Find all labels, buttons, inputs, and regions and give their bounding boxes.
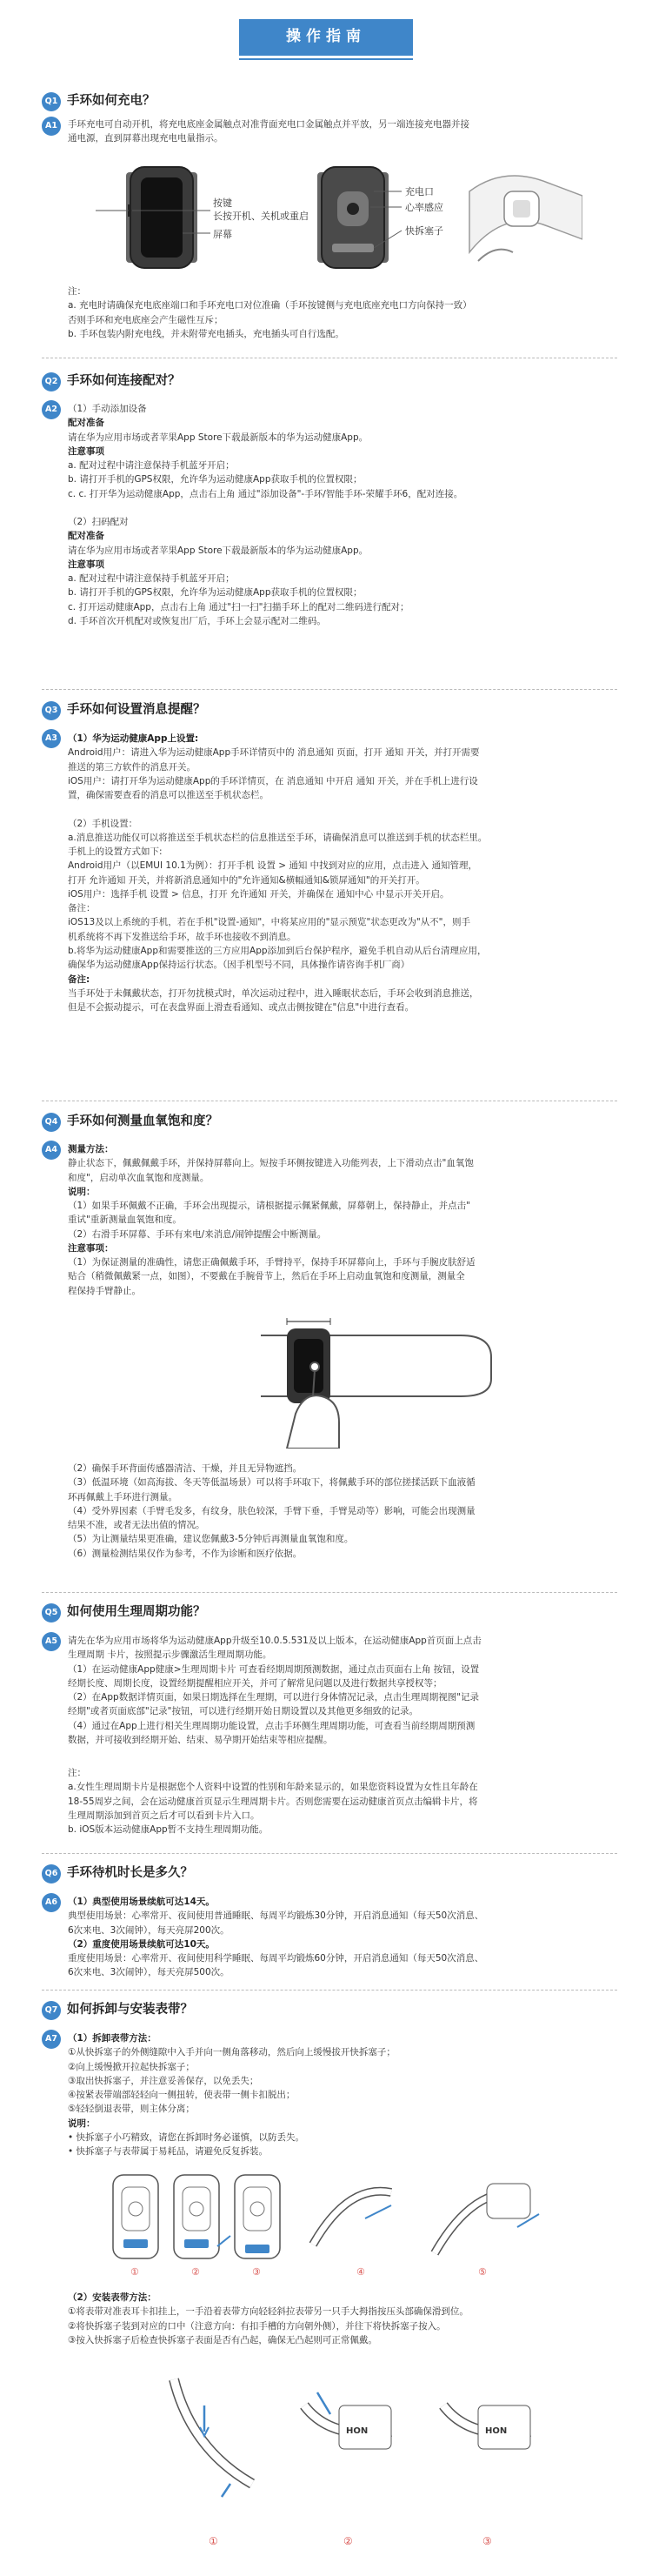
text-line: iOS13及以上系统的手机，若在手机"设置-通知"，中将某应用的"显示预览"状态更改为"从不"，则手 xyxy=(68,917,470,928)
answer-4 xyxy=(68,1142,620,1298)
removal-step-4 xyxy=(313,2191,391,2245)
removal-step-3 xyxy=(235,2175,280,2258)
q-badge: Q3 xyxy=(42,701,61,720)
question-3-title: 手环如何设置消息提醒？ xyxy=(67,703,206,718)
text-line: 注： xyxy=(68,1768,86,1778)
q1-notes xyxy=(68,284,589,341)
text-line: 经期"或者页面底部"记录"按钮，可以进行经期开始日期设置以及其他更多细致的记录。 xyxy=(68,1706,418,1717)
page-title: 操作指南 xyxy=(239,19,413,56)
question-2-title: 手环如何连接配对？ xyxy=(67,374,181,389)
answer-7-install xyxy=(68,2291,620,2347)
text-line: 打开 允许通知 开关，并将新消息通知中的"允许通知&横幅通知&锁屏通知"的开关打开。 xyxy=(68,874,425,886)
text-line: 推送的第三方软件的消息开关。 xyxy=(68,761,196,773)
text-line: ①从快拆塞子的外侧缝隙中入手并向一侧角落移动，然后向上缓慢拔开快拆塞子； xyxy=(68,2047,396,2058)
text-line: （1）拆卸表带方法： xyxy=(68,2033,156,2044)
text-line: d. 手环首次开机配对或恢复出厂后，手环上会显示配对二维码。 xyxy=(68,615,326,626)
question-4-title: 手环如何测量血氧饱和度？ xyxy=(67,1114,218,1129)
question-4 xyxy=(42,1113,218,1132)
text-line: b.将华为运动健康App和需要推送的三方应用App添加到后台保护程序，避免手机自动从后台清理应用， xyxy=(68,945,487,956)
step-number: ③ xyxy=(252,2266,261,2278)
removal-step-5 xyxy=(435,2184,539,2253)
text-line: 经期长度、周期长度，设置经期提醒相应开关，并可了解常见问题以及进行数据共享授权等； xyxy=(68,1677,442,1689)
text-line: 说明： xyxy=(68,2118,96,2129)
text-line: ④按紧表带端部轻轻向一侧扭转，使表带一侧卡扣脱出； xyxy=(68,2090,296,2101)
question-6-title: 手环待机时长是多久？ xyxy=(67,1866,193,1881)
text-line: （6）测量检测结果仅作为参考，不作为诊断和医疗依据。 xyxy=(68,1548,303,1559)
text-line: 重度使用场景：心率常开、夜间使用科学睡眠、每周平均锻炼60分钟，开启消息通知（每天50次消息、 xyxy=(68,1953,484,1964)
text-line: （2）重度使用场景续航可达10天。 xyxy=(68,1938,215,1950)
text-line: • 快拆塞子小巧精致，请您在拆卸时务必谨慎，以防丢失。 xyxy=(68,2131,305,2143)
text-line: ⑤轻轻倒退表带，则主体分离； xyxy=(68,2104,195,2115)
text-line: b. 请打开手机的GPS权限，允许华为运动健康App获取手机的位置权限； xyxy=(68,474,363,485)
label-quick-release: 快拆塞子 xyxy=(405,225,443,237)
text-line: 说明： xyxy=(68,1186,96,1197)
install-step-3 xyxy=(443,2405,530,2449)
text-line: ③按入快拆塞子后检查快拆塞子表面是否有凸起，确保无凸起则可正常佩戴。 xyxy=(68,2334,377,2345)
text-line: （2）确保手环背面传感器清洁、干燥，并且无异物遮挡。 xyxy=(68,1463,303,1474)
text-line: 注意事项 xyxy=(68,445,104,457)
install-step-2 xyxy=(304,2392,391,2449)
text-line: 当手环处于未佩戴状态，打开勿扰模式时，单次运动过程中，进入睡眠状态后，手环会收到消息推送， xyxy=(68,987,479,999)
text-line: 生理周期 卡片，按照提示步骤激活生理周期功能。 xyxy=(68,1649,272,1661)
removal-step-2 xyxy=(174,2175,230,2258)
note-line: 否则手环和充电底座会产生磁性互斥； xyxy=(68,314,223,325)
text-line: （1）在运动健康App健康>生理周期卡片 可查看经期周期预测数据，通过点击页面右上角 按钮，设置 xyxy=(68,1663,480,1675)
text-line: （2）扫码配对 xyxy=(68,517,129,528)
text-line: （2）右滑手环屏幕、手环有来电/来消息/闹钟提醒会中断测量。 xyxy=(68,1228,327,1240)
band-back-illustration xyxy=(317,167,389,268)
text-line: Android用户：请进入华为运动健康App手环详情页中的 消息通知 页面，打开 通知 开关，并打开需要 xyxy=(68,747,480,759)
text-line: 注意事项 xyxy=(68,559,104,570)
text-line: 结果不准，或者无法出值的情况。 xyxy=(68,1520,205,1531)
text-line: 数据，并可接收到经期开始、结束、易孕期开始结束等相应提醒。 xyxy=(68,1734,333,1745)
question-7-title: 如何拆卸与安装表带？ xyxy=(67,2003,193,2017)
text-line: 置，确保需要查看的消息可以推送至手机状态栏。 xyxy=(68,790,269,801)
install-step-1 xyxy=(174,2379,252,2497)
text-line: 请在华为应用市场或者苹果App Store下载最新版本的华为运动健康App。 xyxy=(68,545,369,556)
answer-line: 手环充电可自动开机，将充电底座金属触点对准背面充电口金属触点并平放，另一端连接充电器并接 xyxy=(68,119,469,130)
answer-7-remove xyxy=(68,2031,620,2158)
text-line: 环再佩戴上手环进行测量。 xyxy=(68,1491,177,1502)
a-badge: A7 xyxy=(42,2030,61,2049)
text-line: 注意事项： xyxy=(68,1242,114,1254)
question-6 xyxy=(42,1864,193,1883)
question-5 xyxy=(42,1603,206,1623)
divider xyxy=(42,689,617,690)
band-front-illustration xyxy=(126,167,197,268)
text-line: （4）受外界因素（手臂毛发多，有纹身，肤色较深，手臂下垂，手臂晃动等）影响，可能会出现测量 xyxy=(68,1505,476,1516)
step-number: ④ xyxy=(356,2266,365,2278)
text-line: 备注: xyxy=(68,974,90,985)
text-line: iOS用户：选择手机 设置 > 信息，打开 允许通知 开关，并确保在 通知中心 中显示开关开启。 xyxy=(68,888,449,900)
text-line: （5）为让测量结果更准确，建议您佩戴3-5分钟后再测量血氧饱和度。 xyxy=(68,1534,354,1545)
text-line: 程保持手臂静止。 xyxy=(68,1285,141,1296)
question-1-title: 手环如何充电？ xyxy=(67,94,156,109)
text-line: Android用户（以EMUI 10.1为例）：打开手机 设置 > 通知 中找到对应的应用，点击进入 通知管理， xyxy=(68,860,478,872)
q-badge: Q6 xyxy=(42,1864,61,1883)
question-7 xyxy=(42,2001,193,2020)
step-number: ① xyxy=(130,2266,139,2278)
a-badge: A4 xyxy=(42,1141,61,1160)
note-line: 注： xyxy=(68,286,86,297)
text-line: c. 打开运动健康App，点击右上角 通过"扫一扫"扫描手环上的配对二维码进行配对； xyxy=(68,601,409,612)
band-removal-illustrations xyxy=(104,2166,591,2279)
text-line: （1）手动添加设备 xyxy=(68,404,147,414)
text-line: 贴合（稍微佩戴紧一点，如图），不要戴在手腕骨节上，然后在手环上启动血氧饱和度测量，测量全 xyxy=(68,1271,465,1282)
text-line: 测量方法： xyxy=(68,1144,114,1154)
text-line: 重试"重新测量血氧饱和度。 xyxy=(68,1214,182,1226)
label-charge-port: 充电口 xyxy=(405,186,434,197)
text-line: （2）在App数据详情页面，如果日期选择在生理期，可以进行身体情况记录，点击生理周期视图"记录 xyxy=(68,1692,480,1703)
text-line: 确保华为运动健康App保持运行状态。（因手机型号不同，具体操作请咨询手机厂商） xyxy=(68,960,410,971)
text-line: 生理周期添加到首页之后才可以看到卡片入口。 xyxy=(68,1810,260,1821)
text-line: 配对准备 xyxy=(68,531,104,542)
text-line: iOS用户：请打开华为运动健康App的手环详情页，在 消息通知 中开启 通知 开关，并在手机上进行设 xyxy=(68,775,478,786)
text-line: ②将快拆塞子装到对应的口中（注意方向：有扣手槽的方向朝外侧），并往下将快拆塞子按入。 xyxy=(68,2320,446,2332)
text-line: 但是不会振动提示，可在表盘界面上滑查看通知、或点击侧按键在"信息"中进行查看。 xyxy=(68,1002,415,1014)
label-heart-rate: 心率感应 xyxy=(405,202,443,213)
text-line: 和度"，启动单次血氧饱和度测量。 xyxy=(68,1172,210,1183)
question-2 xyxy=(42,372,181,391)
text-line: 手机上的设置方式如下: xyxy=(68,846,163,858)
answer-2 xyxy=(68,402,620,628)
question-3 xyxy=(42,701,206,720)
answer-6 xyxy=(68,1895,620,1980)
text-line: （1）如果手环佩戴不正确，手环会出现提示，请根据提示佩紧佩戴，屏幕朝上，保持静止，并点击" xyxy=(68,1201,471,1212)
text-line: a. 配对过程中请注意保持手机蓝牙开启； xyxy=(68,573,235,585)
a-badge: A1 xyxy=(42,117,61,136)
label-button-desc: 长按开机、关机或重启 xyxy=(213,211,309,222)
question-5-title: 如何使用生理周期功能？ xyxy=(67,1605,206,1620)
q5-notes xyxy=(68,1766,620,1837)
divider xyxy=(42,1592,617,1593)
step-number: ⑤ xyxy=(478,2266,487,2278)
text-line: 静止状态下，佩戴佩戴手环，并保持屏幕向上。短按手环侧按键进入功能列表，上下滑动点击"血氧饱 xyxy=(68,1158,474,1169)
text-line: a.女性生理周期卡片是根据您个人资料中设置的性别和年龄来显示的，如果您资料设置为女性且年龄在 xyxy=(68,1782,478,1793)
answer-5 xyxy=(68,1634,620,1747)
q-badge: Q1 xyxy=(42,92,61,111)
q-badge: Q5 xyxy=(42,1603,61,1623)
text-line: （1）为保证测量的准确性，请您正确佩戴手环，手臂持平，保持手环屏幕向上，手环与手腕皮肤舒适 xyxy=(68,1257,476,1268)
text-line: b. 请打开手机的GPS权限，允许华为运动健康App获取手机的位置权限； xyxy=(68,587,363,599)
divider xyxy=(42,1853,617,1854)
text-line: b. iOS版本运动健康App暂不支持生理周期功能。 xyxy=(68,1824,269,1836)
step-number: ② xyxy=(191,2266,200,2278)
step-number: ② xyxy=(343,2535,353,2547)
band-brand-mark: HON xyxy=(346,2426,369,2436)
step-number: ① xyxy=(209,2535,218,2547)
a-badge: A6 xyxy=(42,1893,61,1912)
answer-1 xyxy=(68,117,620,146)
text-line: 请在华为应用市场或者苹果App Store下载最新版本的华为运动健康App。 xyxy=(68,432,369,443)
a-badge: A2 xyxy=(42,400,61,419)
text-line: （3）低温环境（如高海拔、冬天等低温场景）可以将手环取下，将佩戴手环的部位搓揉活跃下血液循 xyxy=(68,1477,476,1489)
text-line xyxy=(68,501,620,515)
text-line: 请先在华为应用市场将华为运动健康App升级至10.0.5.531及以上版本，在运动健康App首页面上点击 xyxy=(68,1636,482,1646)
note-line: a. 充电时请确保充电底座端口和手环充电口对位准确（手环按键侧与充电底座充电口方向保持一致） xyxy=(68,300,472,311)
text-line: 6次来电、3次闹钟），每天亮屏200次。 xyxy=(68,1924,230,1936)
band-diagram xyxy=(96,157,582,278)
text-line: • 快拆塞子与表带属于易耗品，请避免反复拆装。 xyxy=(68,2146,269,2158)
text-line: c. c. 打开华为运动健康App，点击右上角 通过"添加设备"-手环/智能手环-荣耀手环6，配对连接。 xyxy=(68,488,463,499)
text-line: （1）典型使用场景续航可达14天。 xyxy=(68,1897,215,1907)
removal-step-1 xyxy=(113,2175,158,2258)
text-line: （1）华为运动健康App上设置: xyxy=(68,733,199,744)
q-badge: Q4 xyxy=(42,1113,61,1132)
text-line: （2）手机设置： xyxy=(68,818,138,829)
text-line xyxy=(68,802,620,816)
text-line: 备注： xyxy=(68,903,96,914)
answer-4-continued xyxy=(68,1462,620,1561)
q-badge: Q2 xyxy=(42,372,61,391)
text-line: 18-55周岁之间，会在运动健康首页显示生理周期卡片。否则您需要在运动健康首页点击编辑卡片，将 xyxy=(68,1796,478,1807)
step-number: ③ xyxy=(482,2535,492,2547)
text-line: 配对准备 xyxy=(68,418,104,429)
band-brand-mark: HON xyxy=(485,2426,508,2436)
divider xyxy=(42,1990,617,1991)
text-line: ①将表带对准表耳卡扣挂上，一手沿着表带方向轻轻斜拉表带另一只手大拇指按压头部确保滑到位。 xyxy=(68,2306,469,2318)
charger-illustration xyxy=(469,176,582,261)
answer-3 xyxy=(68,732,620,1014)
label-screen: 屏幕 xyxy=(213,229,232,240)
a-badge: A5 xyxy=(42,1632,61,1651)
text-line: a.消息推送功能仅可以将推送至手机状态栏的信息推送至手环，请确保消息可以推送到手机的状态栏里。 xyxy=(68,832,488,843)
text-line: 典型使用场景：心率常开、夜间使用普通睡眠、每周平均锻炼30分钟，开启消息通知（每天50次消息、 xyxy=(68,1910,484,1922)
answer-line: 通电源，直到屏幕出现充电电量指示。 xyxy=(68,133,223,144)
text-line: （2）安装表带方法： xyxy=(68,2292,156,2303)
text-line: 机系统将不再下发推送给手环，故手环也接收不到消息。 xyxy=(68,931,296,942)
text-line: 6次来电、3次闹钟），每天亮屏500次。 xyxy=(68,1967,230,1978)
note-line: b. 手环包装内附充电线，并未附带充电插头，充电插头可自行选配。 xyxy=(68,328,344,339)
label-button: 按键 xyxy=(213,197,232,209)
band-install-illustrations xyxy=(156,2353,565,2553)
text-line: a. 配对过程中请注意保持手机蓝牙开启； xyxy=(68,460,235,472)
text-line: （4）通过在App上进行相关生理周期功能设置，点击手环侧生理周期功能，可查看当前经期周期预测 xyxy=(68,1720,476,1731)
text-line: ③取出快拆塞子，并注意妥善保存，以免丢失； xyxy=(68,2075,259,2086)
text-line: ②向上缓慢掀开拉起快拆塞子； xyxy=(68,2061,195,2072)
q-badge: Q7 xyxy=(42,2001,61,2020)
question-1 xyxy=(42,92,156,111)
wrist-measurement-illustration xyxy=(252,1309,496,1449)
a-badge: A3 xyxy=(42,729,61,748)
